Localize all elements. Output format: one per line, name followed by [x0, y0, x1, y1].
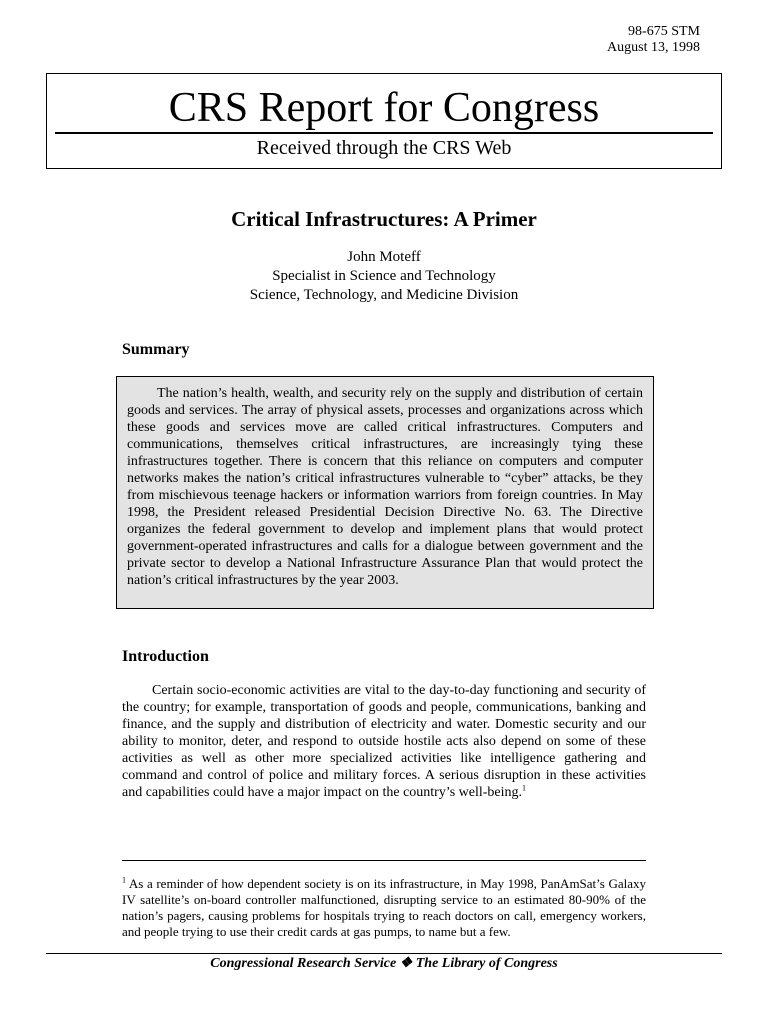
report-number: 98-675 STM	[628, 24, 700, 39]
introduction-paragraph	[122, 682, 646, 801]
masthead	[46, 73, 722, 169]
footnote	[122, 876, 646, 940]
author-division: Science, Technology, and Medicine Division	[249, 287, 519, 303]
masthead-rule	[55, 132, 713, 134]
footnote-reference[interactable]: 1	[522, 783, 527, 793]
footer-rule	[46, 953, 722, 954]
document-title: Critical Infrastructures: A Primer	[231, 207, 537, 231]
author-title: Specialist in Science and Technology	[272, 268, 496, 284]
footnote-divider	[122, 860, 646, 861]
masthead-title: CRS Report for Congress	[168, 85, 600, 131]
author-block	[0, 248, 768, 305]
report-meta	[607, 24, 700, 56]
summary-heading: Summary	[122, 341, 190, 358]
report-date: August 13, 1998	[607, 40, 700, 55]
page-footer: Congressional Research Service ❖ The Library of Congress	[210, 956, 558, 971]
summary-text: The nation’s health, wealth, and security rely on the supply and distribution of certain goods and services. The array of physical assets, processes and organizations across which these goods and services move are called critical infrastructures. Computers and communications, themselves critical infrastructures, are increasingly tying these infrastructures together. There is concern that this reliance on computers and computer networks makes the nation’s critical infrastructures vulnerable to “cyber” attacks, be they from mischievous teenage hackers or information warriors from foreign countries. In May 1998, the President released Presidential Decision Directive No. 63. The Directive organizes the federal government to develop and implement plans that would protect government-operated infrastructures and calls for a dialogue between government and the private sector to develop a National Infrastructure Assurance Plan that would protect the nation’s critical infrastructures by the year 2003.	[127, 386, 643, 588]
summary-box	[116, 376, 654, 609]
author-name: John Moteff	[347, 249, 421, 265]
introduction-text: Certain socio-economic activities are vital to the day-to-day functioning and security of the country; for example, transportation of goods and people, communications, banking and finance, and the supply and distribution of electricity and water. Domestic security and our ability to monitor, deter, and respond to outside hostile acts also depend on some of these activities as well as other more specialized activities like intelligence gathering and command and control of police and military forces. A serious disruption in these activities and capabilities could have a major impact on the country’s well-being.	[122, 683, 646, 800]
introduction-heading: Introduction	[122, 648, 209, 665]
footnote-number: 1	[122, 875, 126, 885]
footnote-text: As a reminder of how dependent society is on its infrastructure, in May 1998, PanAmSat’s Galaxy IV satellite’s on-board controller malfunctioned, disrupting service to an estimated 80-90% of the nation’s pagers, causing problems for hospitals trying to reach doctors on call, emergency workers, and people trying to use their credit cards at gas pumps, to name but a few.	[122, 876, 646, 939]
masthead-subtitle: Received through the CRS Web	[256, 137, 512, 159]
